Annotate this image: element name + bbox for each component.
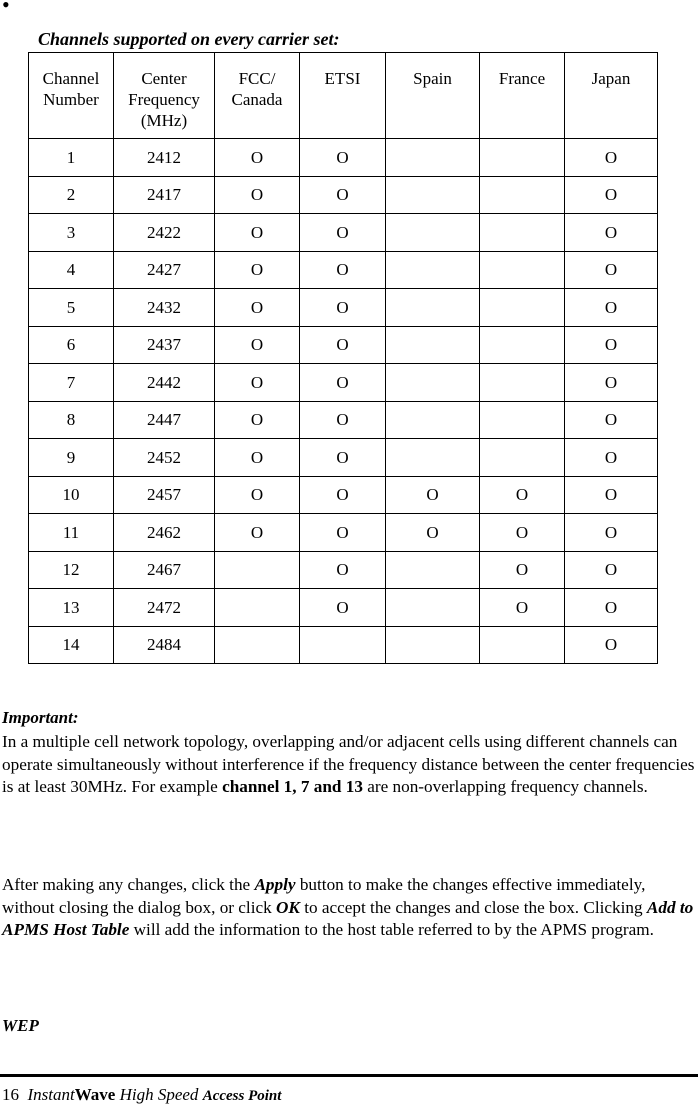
cell-spain <box>386 251 480 289</box>
cell-spain <box>386 551 480 589</box>
cell-japan: O <box>565 626 658 664</box>
apply-paragraph <box>2 874 696 942</box>
cell-japan: O <box>565 514 658 552</box>
cell-fcc-canada: O <box>215 439 300 477</box>
ok-button-name: OK <box>276 897 300 917</box>
cell-fcc-canada: O <box>215 176 300 214</box>
cell-channel: 4 <box>29 251 114 289</box>
cell-spain <box>386 589 480 627</box>
cell-france: O <box>480 589 565 627</box>
cell-channel: 7 <box>29 364 114 402</box>
cell-france: O <box>480 514 565 552</box>
cell-spain <box>386 214 480 252</box>
header-fcc-canada: FCC/ Canada <box>215 53 300 139</box>
important-label: Important: <box>2 708 79 727</box>
table-body <box>29 139 658 664</box>
cell-fcc-canada <box>215 626 300 664</box>
table-row <box>29 401 658 439</box>
cell-channel: 6 <box>29 326 114 364</box>
cell-channel: 2 <box>29 176 114 214</box>
table-row <box>29 176 658 214</box>
header-france: France <box>480 53 565 139</box>
page-number: 16 <box>2 1085 19 1104</box>
cell-france <box>480 251 565 289</box>
footer-brand-italic: Instant <box>27 1085 75 1104</box>
apply-button-name: Apply <box>254 875 296 894</box>
cell-france <box>480 214 565 252</box>
important-text-2: are non-overlapping frequency channels. <box>362 777 648 796</box>
cell-etsi: O <box>300 439 386 477</box>
cell-fcc-canada: O <box>215 514 300 552</box>
cell-spain <box>386 139 480 177</box>
footer-divider <box>0 1074 698 1077</box>
cell-frequency: 2484 <box>114 626 215 664</box>
cell-frequency: 2452 <box>114 439 215 477</box>
cell-channel: 9 <box>29 439 114 477</box>
header-channel-number: Channel Number <box>29 53 114 139</box>
cell-spain <box>386 401 480 439</box>
cell-fcc-canada: O <box>215 289 300 327</box>
apply-text-4: will add the information to the host table referred to by the APMS program. <box>129 920 654 939</box>
cell-fcc-canada: O <box>215 251 300 289</box>
cell-japan: O <box>565 401 658 439</box>
cell-spain <box>386 326 480 364</box>
cell-fcc-canada: O <box>215 401 300 439</box>
cell-etsi <box>300 626 386 664</box>
cell-fcc-canada <box>215 589 300 627</box>
cell-spain <box>386 439 480 477</box>
table-caption: Channels supported on every carrier set: <box>38 29 340 49</box>
cell-spain <box>386 176 480 214</box>
cell-frequency: 2462 <box>114 514 215 552</box>
cell-frequency: 2422 <box>114 214 215 252</box>
table-row <box>29 139 658 177</box>
page-footer <box>2 1084 281 1107</box>
cell-channel: 13 <box>29 589 114 627</box>
table-row <box>29 289 658 327</box>
cell-france <box>480 289 565 327</box>
cell-spain: O <box>386 476 480 514</box>
cell-fcc-canada: O <box>215 364 300 402</box>
cell-frequency: 2447 <box>114 401 215 439</box>
cell-fcc-canada: O <box>215 139 300 177</box>
bullet: • <box>2 0 10 17</box>
cell-japan: O <box>565 551 658 589</box>
cell-etsi: O <box>300 589 386 627</box>
cell-channel: 14 <box>29 626 114 664</box>
table-row <box>29 214 658 252</box>
cell-etsi: O <box>300 289 386 327</box>
cell-etsi: O <box>300 401 386 439</box>
cell-japan: O <box>565 139 658 177</box>
cell-etsi: O <box>300 214 386 252</box>
header-spain: Spain <box>386 53 480 139</box>
cell-fcc-canada <box>215 551 300 589</box>
cell-frequency: 2442 <box>114 364 215 402</box>
cell-france <box>480 439 565 477</box>
cell-japan: O <box>565 589 658 627</box>
table-row <box>29 514 658 552</box>
cell-france <box>480 401 565 439</box>
apply-text-1: After making any changes, click the <box>2 875 255 894</box>
cell-france <box>480 626 565 664</box>
footer-brand-bold: Wave <box>74 1085 116 1104</box>
cell-spain: O <box>386 514 480 552</box>
channels-table <box>28 52 658 664</box>
footer-product-bold: Access Point <box>202 1088 282 1104</box>
cell-frequency: 2417 <box>114 176 215 214</box>
cell-france: O <box>480 476 565 514</box>
table-row <box>29 589 658 627</box>
cell-france <box>480 326 565 364</box>
important-text-1: In a multiple cell network topology, overlapping and/or adjacent cells using different channels can operate simultaneously without interference if the frequency distance between the center frequencies is at least 30MHz. For example <box>2 732 695 796</box>
cell-fcc-canada: O <box>215 326 300 364</box>
cell-etsi: O <box>300 326 386 364</box>
cell-channel: 8 <box>29 401 114 439</box>
cell-japan: O <box>565 289 658 327</box>
cell-france <box>480 364 565 402</box>
cell-channel: 10 <box>29 476 114 514</box>
important-paragraph <box>2 731 696 799</box>
cell-japan: O <box>565 476 658 514</box>
cell-etsi: O <box>300 251 386 289</box>
apply-text-3: to accept the changes and close the box. Clicking <box>299 897 647 917</box>
cell-etsi: O <box>300 139 386 177</box>
cell-etsi: O <box>300 176 386 214</box>
cell-frequency: 2412 <box>114 139 215 177</box>
cell-channel: 1 <box>29 139 114 177</box>
cell-japan: O <box>565 326 658 364</box>
cell-etsi: O <box>300 514 386 552</box>
table-row <box>29 626 658 664</box>
cell-japan: O <box>565 364 658 402</box>
cell-channel: 5 <box>29 289 114 327</box>
important-bold-channels: channel 1, 7 and 13 <box>222 777 363 796</box>
table-row <box>29 476 658 514</box>
table-header-row <box>29 53 658 139</box>
cell-etsi: O <box>300 476 386 514</box>
cell-japan: O <box>565 176 658 214</box>
cell-france <box>480 176 565 214</box>
footer-product-italic: High Speed <box>119 1085 199 1104</box>
cell-spain <box>386 364 480 402</box>
table-row <box>29 364 658 402</box>
cell-japan: O <box>565 251 658 289</box>
cell-channel: 12 <box>29 551 114 589</box>
cell-france <box>480 139 565 177</box>
apms-button-name: Add to APMS Host Table <box>2 897 694 939</box>
cell-etsi: O <box>300 551 386 589</box>
table-row <box>29 439 658 477</box>
cell-frequency: 2427 <box>114 251 215 289</box>
header-etsi: ETSI <box>300 53 386 139</box>
wep-heading: WEP <box>2 1016 39 1035</box>
cell-frequency: 2467 <box>114 551 215 589</box>
cell-frequency: 2472 <box>114 589 215 627</box>
header-center-frequency: Center Frequency (MHz) <box>114 53 215 139</box>
table-row <box>29 551 658 589</box>
cell-japan: O <box>565 439 658 477</box>
cell-frequency: 2432 <box>114 289 215 327</box>
cell-france: O <box>480 551 565 589</box>
header-japan: Japan <box>565 53 658 139</box>
cell-frequency: 2437 <box>114 326 215 364</box>
table-row <box>29 251 658 289</box>
table-row <box>29 326 658 364</box>
cell-fcc-canada: O <box>215 214 300 252</box>
cell-fcc-canada: O <box>215 476 300 514</box>
cell-spain <box>386 626 480 664</box>
cell-etsi: O <box>300 364 386 402</box>
cell-channel: 3 <box>29 214 114 252</box>
cell-japan: O <box>565 214 658 252</box>
cell-frequency: 2457 <box>114 476 215 514</box>
cell-channel: 11 <box>29 514 114 552</box>
cell-spain <box>386 289 480 327</box>
apply-text-2: button to make the changes effective immediately, without closing the dialog box, or click <box>2 875 646 917</box>
